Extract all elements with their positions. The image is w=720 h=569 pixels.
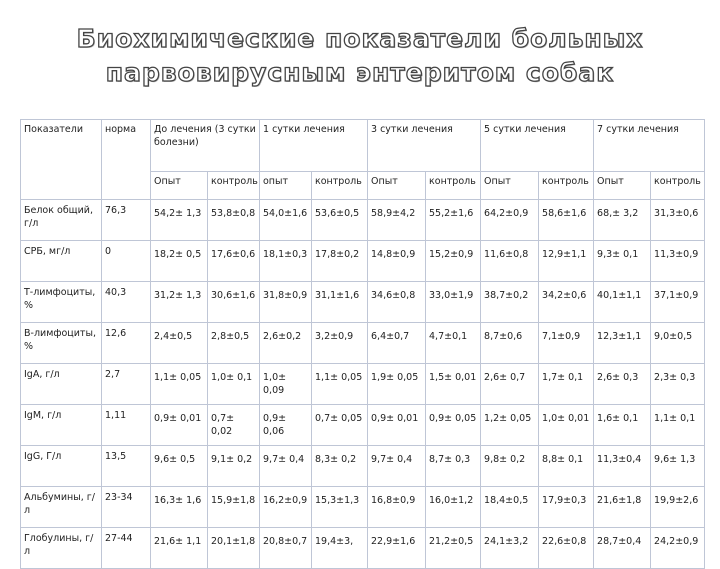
experiment-value-cell: 1,6± 0,1 bbox=[594, 405, 651, 446]
experiment-value-cell: 16,3± 1,6 bbox=[151, 487, 208, 528]
control-value-cell: 34,2±0,6 bbox=[539, 282, 594, 323]
control-value-cell: 21,2±0,5 bbox=[426, 528, 481, 569]
control-value-cell: 0,9± 0,05 bbox=[426, 405, 481, 446]
experiment-value-cell: 18,2± 0,5 bbox=[151, 241, 208, 282]
row-indicator-name: СРБ, мг/л bbox=[21, 241, 102, 282]
control-value-cell: 8,7± 0,3 bbox=[426, 446, 481, 487]
control-value-cell: 24,2±0,9 bbox=[651, 528, 705, 569]
experiment-value-cell: 54,0±1,6 bbox=[260, 200, 312, 241]
experiment-value-cell: 2,6± 0,7 bbox=[481, 364, 539, 405]
subheader-cell: Опыт bbox=[151, 172, 208, 200]
row-norm-value: 40,3 bbox=[102, 282, 151, 323]
row-indicator-name: IgG, Г/л bbox=[21, 446, 102, 487]
slide-title bbox=[0, 22, 720, 90]
row-indicator-name: IgM, г/л bbox=[21, 405, 102, 446]
control-value-cell: 20,1±1,8 bbox=[208, 528, 260, 569]
experiment-value-cell: 12,3±1,1 bbox=[594, 323, 651, 364]
header-day-5: 5 сутки лечения bbox=[481, 120, 594, 172]
experiment-value-cell: 9,6± 0,5 bbox=[151, 446, 208, 487]
row-norm-value: 2,7 bbox=[102, 364, 151, 405]
table-row bbox=[21, 200, 705, 241]
experiment-value-cell: 6,4±0,7 bbox=[368, 323, 426, 364]
control-value-cell: 31,1±1,6 bbox=[312, 282, 368, 323]
experiment-value-cell: 9,8± 0,2 bbox=[481, 446, 539, 487]
control-value-cell: 1,7± 0,1 bbox=[539, 364, 594, 405]
experiment-value-cell: 34,6±0,8 bbox=[368, 282, 426, 323]
control-value-cell: 22,6±0,8 bbox=[539, 528, 594, 569]
row-norm-value: 13,5 bbox=[102, 446, 151, 487]
control-value-cell: 0,7± 0,02 bbox=[208, 405, 260, 446]
row-indicator-name: Глобулины, г/л bbox=[21, 528, 102, 569]
control-value-cell: 1,1± 0,1 bbox=[651, 405, 705, 446]
control-value-cell: 15,3±1,3 bbox=[312, 487, 368, 528]
table-row bbox=[21, 405, 705, 446]
experiment-value-cell: 40,1±1,1 bbox=[594, 282, 651, 323]
control-value-cell: 9,0±0,5 bbox=[651, 323, 705, 364]
control-value-cell: 3,2±0,9 bbox=[312, 323, 368, 364]
table-row bbox=[21, 446, 705, 487]
control-value-cell: 53,8±0,8 bbox=[208, 200, 260, 241]
row-norm-value: 12,6 bbox=[102, 323, 151, 364]
experiment-value-cell: 64,2±0,9 bbox=[481, 200, 539, 241]
experiment-value-cell: 54,2± 1,3 bbox=[151, 200, 208, 241]
experiment-value-cell: 1,2± 0,05 bbox=[481, 405, 539, 446]
experiment-value-cell: 0,9± 0,01 bbox=[368, 405, 426, 446]
experiment-value-cell: 0,9± 0,06 bbox=[260, 405, 312, 446]
experiment-value-cell: 58,9±4,2 bbox=[368, 200, 426, 241]
control-value-cell: 1,5± 0,01 bbox=[426, 364, 481, 405]
experiment-value-cell: 8,7±0,6 bbox=[481, 323, 539, 364]
table-row bbox=[21, 364, 705, 405]
experiment-value-cell: 1,1± 0,05 bbox=[151, 364, 208, 405]
title-line-1: Биохимические показатели больных bbox=[76, 24, 644, 53]
control-value-cell: 58,6±1,6 bbox=[539, 200, 594, 241]
subheader-cell: Опыт bbox=[368, 172, 426, 200]
control-value-cell: 11,3±0,9 bbox=[651, 241, 705, 282]
experiment-value-cell: 18,4±0,5 bbox=[481, 487, 539, 528]
table-row bbox=[21, 282, 705, 323]
control-value-cell: 1,0± 0,01 bbox=[539, 405, 594, 446]
control-value-cell: 1,0± 0,1 bbox=[208, 364, 260, 405]
control-value-cell: 17,8±0,2 bbox=[312, 241, 368, 282]
subheader-cell: Опыт bbox=[594, 172, 651, 200]
title-line-2: парвовирусным энтеритом собак bbox=[105, 58, 615, 87]
experiment-value-cell: 1,0± 0,09 bbox=[260, 364, 312, 405]
experiment-value-cell: 1,9± 0,05 bbox=[368, 364, 426, 405]
biochem-table bbox=[20, 119, 705, 569]
control-value-cell: 7,1±0,9 bbox=[539, 323, 594, 364]
experiment-value-cell: 9,3± 0,1 bbox=[594, 241, 651, 282]
row-indicator-name: Белок общий, г/л bbox=[21, 200, 102, 241]
control-value-cell: 2,3± 0,3 bbox=[651, 364, 705, 405]
table-row bbox=[21, 323, 705, 364]
table-row bbox=[21, 241, 705, 282]
header-day-3: 3 сутки лечения bbox=[368, 120, 481, 172]
control-value-cell: 9,6± 1,3 bbox=[651, 446, 705, 487]
experiment-value-cell: 28,7±0,4 bbox=[594, 528, 651, 569]
control-value-cell: 30,6±1,6 bbox=[208, 282, 260, 323]
control-value-cell: 31,3±0,6 bbox=[651, 200, 705, 241]
header-row bbox=[21, 120, 705, 172]
header-indicator: Показатели bbox=[21, 120, 102, 200]
experiment-value-cell: 16,8±0,9 bbox=[368, 487, 426, 528]
header-day-1: 1 сутки лечения bbox=[260, 120, 368, 172]
control-value-cell: 17,6±0,6 bbox=[208, 241, 260, 282]
control-value-cell: 15,9±1,8 bbox=[208, 487, 260, 528]
experiment-value-cell: 31,2± 1,3 bbox=[151, 282, 208, 323]
table-row bbox=[21, 487, 705, 528]
experiment-value-cell: 20,8±0,7 bbox=[260, 528, 312, 569]
header-norm: норма bbox=[102, 120, 151, 200]
experiment-value-cell: 9,7± 0,4 bbox=[260, 446, 312, 487]
experiment-value-cell: 21,6± 1,1 bbox=[151, 528, 208, 569]
experiment-value-cell: 0,9± 0,01 bbox=[151, 405, 208, 446]
control-value-cell: 9,1± 0,2 bbox=[208, 446, 260, 487]
control-value-cell: 19,4±3, bbox=[312, 528, 368, 569]
row-indicator-name: Альбумины, г/л bbox=[21, 487, 102, 528]
header-day-7: 7 сутки лечения bbox=[594, 120, 705, 172]
experiment-value-cell: 68,± 3,2 bbox=[594, 200, 651, 241]
control-value-cell: 4,7±0,1 bbox=[426, 323, 481, 364]
header-before-treatment: До лечения (3 сутки болезни) bbox=[151, 120, 260, 172]
control-value-cell: 19,9±2,6 bbox=[651, 487, 705, 528]
experiment-value-cell: 18,1±0,3 bbox=[260, 241, 312, 282]
row-norm-value: 76,3 bbox=[102, 200, 151, 241]
subheader-cell: Опыт bbox=[481, 172, 539, 200]
control-value-cell: 33,0±1,9 bbox=[426, 282, 481, 323]
experiment-value-cell: 16,2±0,9 bbox=[260, 487, 312, 528]
experiment-value-cell: 11,3±0,4 bbox=[594, 446, 651, 487]
control-value-cell: 17,9±0,3 bbox=[539, 487, 594, 528]
control-value-cell: 8,3± 0,2 bbox=[312, 446, 368, 487]
row-indicator-name: IgA, г/л bbox=[21, 364, 102, 405]
control-value-cell: 12,9±1,1 bbox=[539, 241, 594, 282]
experiment-value-cell: 14,8±0,9 bbox=[368, 241, 426, 282]
control-value-cell: 8,8± 0,1 bbox=[539, 446, 594, 487]
experiment-value-cell: 31,8±0,9 bbox=[260, 282, 312, 323]
experiment-value-cell: 11,6±0,8 bbox=[481, 241, 539, 282]
row-norm-value: 1,11 bbox=[102, 405, 151, 446]
experiment-value-cell: 38,7±0,2 bbox=[481, 282, 539, 323]
control-value-cell: 1,1± 0,05 bbox=[312, 364, 368, 405]
experiment-value-cell: 24,1±3,2 bbox=[481, 528, 539, 569]
control-value-cell: 0,7± 0,05 bbox=[312, 405, 368, 446]
row-norm-value: 23-34 bbox=[102, 487, 151, 528]
control-value-cell: 55,2±1,6 bbox=[426, 200, 481, 241]
control-value-cell: 37,1±0,9 bbox=[651, 282, 705, 323]
subheader-cell: контроль bbox=[651, 172, 705, 200]
experiment-value-cell: 9,7± 0,4 bbox=[368, 446, 426, 487]
experiment-value-cell: 21,6±1,8 bbox=[594, 487, 651, 528]
row-indicator-name: В-лимфоциты, % bbox=[21, 323, 102, 364]
subheader-cell: контроль bbox=[426, 172, 481, 200]
control-value-cell: 53,6±0,5 bbox=[312, 200, 368, 241]
row-indicator-name: Т-лимфоциты, % bbox=[21, 282, 102, 323]
experiment-value-cell: 2,4±0,5 bbox=[151, 323, 208, 364]
subheader-cell: контроль bbox=[312, 172, 368, 200]
control-value-cell: 2,8±0,5 bbox=[208, 323, 260, 364]
experiment-value-cell: 22,9±1,6 bbox=[368, 528, 426, 569]
table-body bbox=[21, 200, 705, 569]
experiment-value-cell: 2,6±0,2 bbox=[260, 323, 312, 364]
row-norm-value: 0 bbox=[102, 241, 151, 282]
table-row bbox=[21, 528, 705, 569]
subheader-cell: опыт bbox=[260, 172, 312, 200]
subheader-cell: контроль bbox=[539, 172, 594, 200]
row-norm-value: 27-44 bbox=[102, 528, 151, 569]
subheader-cell: контроль bbox=[208, 172, 260, 200]
control-value-cell: 15,2±0,9 bbox=[426, 241, 481, 282]
experiment-value-cell: 2,6± 0,3 bbox=[594, 364, 651, 405]
control-value-cell: 16,0±1,2 bbox=[426, 487, 481, 528]
